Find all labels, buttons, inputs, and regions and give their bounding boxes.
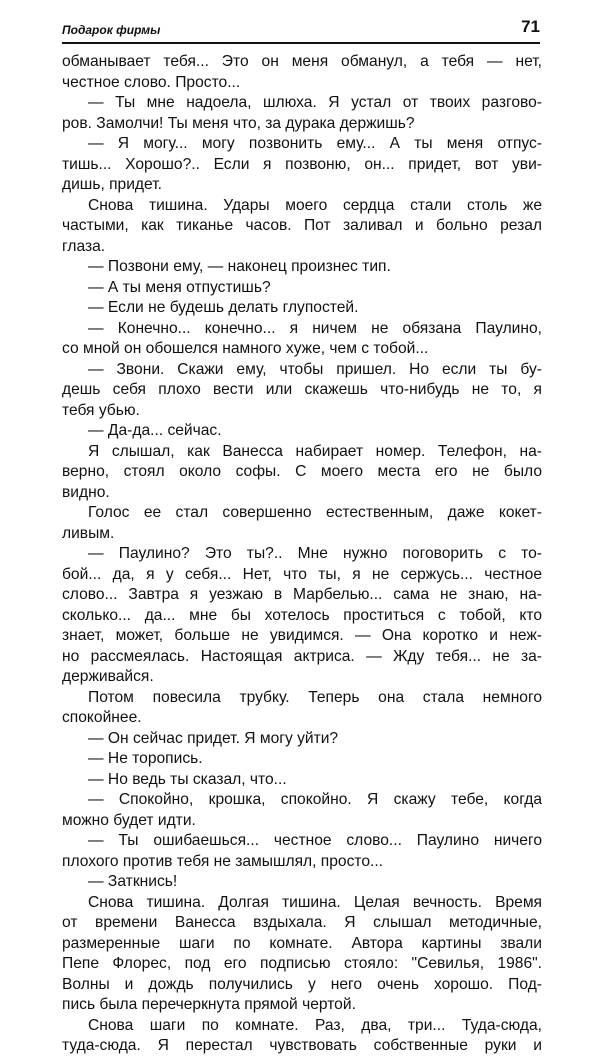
text-line: — Он сейчас придет. Я могу уйти?: [88, 729, 339, 747]
text-line: можно будет идти.: [62, 811, 196, 829]
text-line: Снова тишина. Удары моего сердца стали столь же: [88, 196, 542, 214]
text-line: Волны и дождь получились у него очень хорошо. Под-: [62, 975, 542, 993]
text-line: Голос ее стал совершенно естественным, даже кокет-: [88, 504, 542, 521]
text-line: обманывает тебя... Это он меня обманул, а тебя — нет,: [62, 53, 542, 70]
text-line: частыми, как тиканье часов. Пот заливал и больно резал: [62, 217, 542, 234]
text-line: — Не торопись.: [88, 750, 203, 767]
text-line: — Но ведь ты сказал, что...: [88, 770, 287, 788]
text-line: — А ты меня отпустишь?: [88, 278, 271, 296]
text-line: размеренные шаги по комнате. Автора картины звали: [62, 934, 542, 952]
text-line: сколько... да... мне бы хотелось проститься с тобой, кто: [62, 606, 542, 624]
text-line: пись была перечеркнута прямой чертой.: [62, 996, 356, 1013]
text-line: — Если не будешь делать глупостей.: [88, 299, 359, 316]
running-title: Подарок фирмы: [62, 23, 161, 37]
text-line: знает, может, больше не увидимся. — Она коротко и неж-: [62, 627, 542, 644]
text-line: — Ты ошибаешься... честное слово... Паулино ничего: [88, 832, 542, 849]
page-header: [62, 14, 540, 44]
text-line: плохого против тебя не замышлял, просто...: [62, 852, 384, 870]
text-line: от времени Ванесса вздыхала. Я слышал методичные,: [62, 914, 542, 931]
text-line: тишь... Хорошо?.. Если я позвоню, он... придет, вот уви-: [62, 155, 542, 173]
text-line: ров. Замолчи! Ты меня что, за дурака держишь?: [62, 114, 415, 132]
text-line: но рассмеялась. Настоящая актриса. — Жду тебя... не за-: [62, 647, 542, 665]
text-line: верно, стоял около софы. С моего места его не было: [62, 463, 542, 480]
text-line: — Позвони ему, — наконец произнес тип.: [88, 258, 391, 275]
text-line: ливым.: [62, 524, 115, 542]
text-line: — Да-да... сейчас.: [88, 422, 222, 439]
text-line: — Паулино? Это ты?.. Мне нужно поговорить с то-: [88, 545, 542, 562]
text-line: — Спокойно, крошка, спокойно. Я скажу тебе, когда: [88, 791, 542, 808]
text-line: дишь, придет.: [62, 176, 162, 193]
text-line: честное слово. Просто...: [62, 73, 241, 91]
text-line: Снова тишина. Долгая тишина. Целая вечность. Время: [88, 893, 542, 911]
text-line: Я слышал, как Ванесса набирает номер. Телефон, на-: [88, 442, 542, 460]
text-line: со мной он обошелся намного хуже, чем с тобой...: [62, 340, 429, 357]
text-line: — Заткнись!: [88, 873, 178, 890]
text-line: глаза.: [62, 237, 106, 255]
text-line: — Я могу... могу позвонить ему... А ты меня отпус-: [88, 135, 542, 152]
text-line: слово... Завтра я уезжаю в Марбелью... сама не знаю, на-: [62, 586, 542, 603]
page-number: 71: [521, 17, 540, 36]
text-line: спокойнее.: [62, 709, 142, 726]
text-line: Потом повесила трубку. Теперь она стала немного: [88, 688, 542, 706]
text-line: Снова шаги по комнате. Раз, два, три... Туда-сюда,: [88, 1016, 542, 1034]
body-text: [62, 52, 542, 1057]
text-line: видно.: [62, 483, 110, 501]
text-line: тебя убью.: [62, 401, 140, 419]
text-line: Пепе Флорес, под его подписью стояло: "Севилья, 1986".: [62, 955, 542, 972]
text-line: — Конечно... конечно... я ничем не обязана Паулино,: [88, 319, 542, 337]
text-line: — Ты мне надоела, шлюха. Я устал от твоих разгово-: [88, 94, 542, 111]
text-line: держивайся.: [62, 668, 154, 685]
text-line: бой... да, я у себя... Нет, что ты, я не сержусь... честное: [62, 565, 542, 583]
text-line: — Звони. Скажи ему, чтобы пришел. Но если ты бу-: [88, 360, 542, 378]
text-line: дешь себя плохо вести или скажешь что-нибудь не то, я: [62, 381, 542, 398]
text-line: туда-сюда. Я перестал чувствовать собственные руки и: [62, 1037, 542, 1054]
